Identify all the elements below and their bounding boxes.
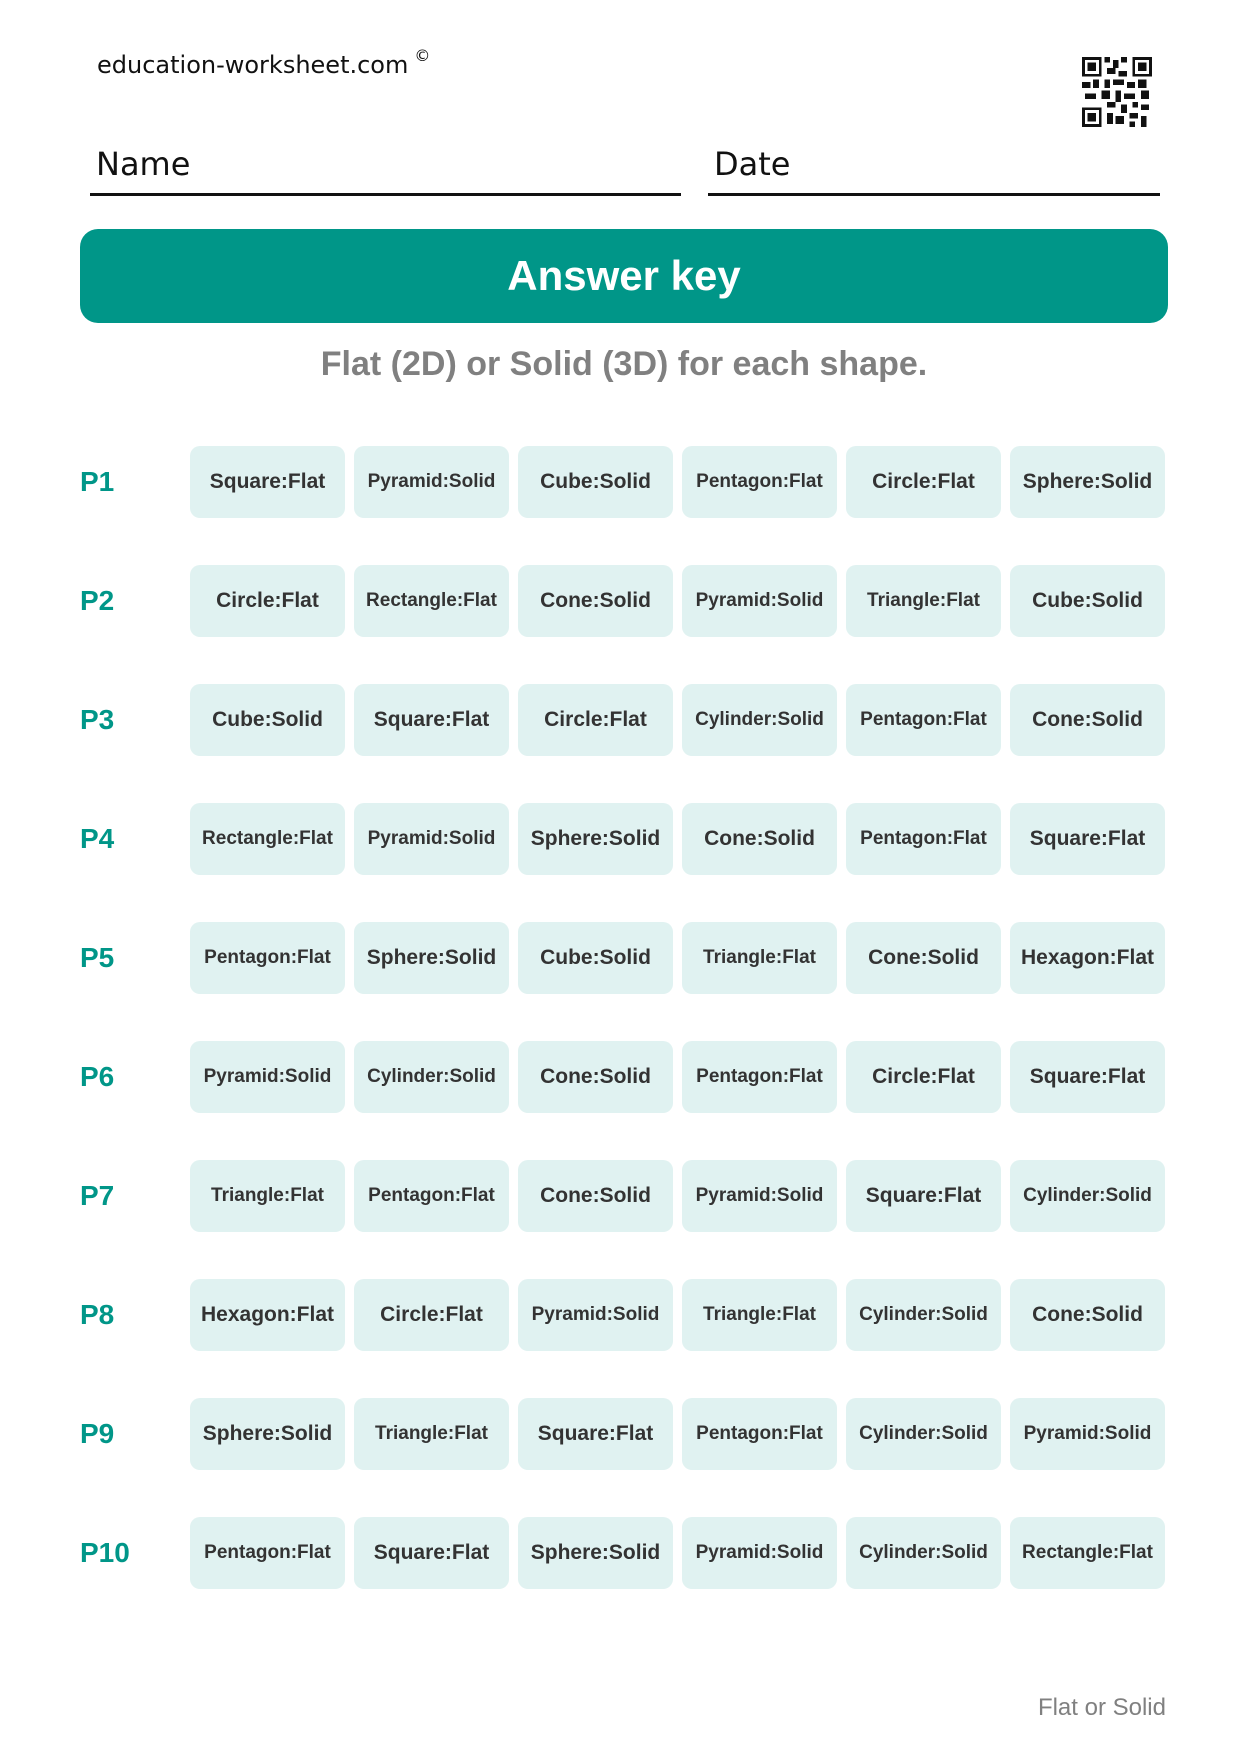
problem-label: P1 <box>80 466 115 497</box>
answer-cell: Pentagon:Flat <box>682 446 837 518</box>
answer-cell: Circle:Flat <box>190 565 345 637</box>
answer-cell: Cube:Solid <box>518 922 673 994</box>
problem-label: P8 <box>80 1299 115 1330</box>
answer-cell: Square:Flat <box>1010 1041 1165 1113</box>
instructions: Flat (2D) or Solid (3D) for each shape. <box>320 345 928 383</box>
answer-cell: Triangle:Flat <box>354 1398 509 1470</box>
problem-row <box>0 1160 1240 1232</box>
answer-cell: Cone:Solid <box>518 1160 673 1232</box>
answer-cell: Cube:Solid <box>1010 565 1165 637</box>
problem-row <box>0 922 1240 994</box>
problem-label: P5 <box>80 942 115 973</box>
answer-cell: Pyramid:Solid <box>682 1517 837 1589</box>
answer-cell: Cone:Solid <box>518 565 673 637</box>
problem-row <box>0 803 1240 875</box>
date-field[interactable]: Date <box>708 140 1160 196</box>
answer-cell: Rectangle:Flat <box>190 803 345 875</box>
problem-row <box>0 1041 1240 1113</box>
problem-row <box>0 565 1240 637</box>
problem-row <box>0 446 1240 518</box>
answer-cell: Pentagon:Flat <box>190 1517 345 1589</box>
answer-cell: Cone:Solid <box>1010 684 1165 756</box>
site-url: education-worksheet.com <box>97 51 409 79</box>
answer-cell: Pentagon:Flat <box>354 1160 509 1232</box>
answer-cell: Cylinder:Solid <box>682 684 837 756</box>
answer-cell: Pentagon:Flat <box>190 922 345 994</box>
answer-cell: Triangle:Flat <box>682 922 837 994</box>
answer-cell: Sphere:Solid <box>190 1398 345 1470</box>
answer-cell: Triangle:Flat <box>846 565 1001 637</box>
answer-cell: Pyramid:Solid <box>682 565 837 637</box>
problem-label: P4 <box>80 823 115 854</box>
answer-cell: Triangle:Flat <box>190 1160 345 1232</box>
answer-cell: Pyramid:Solid <box>354 446 509 518</box>
problem-label: P2 <box>80 585 115 616</box>
answer-cell: Pyramid:Solid <box>682 1160 837 1232</box>
problem-row <box>0 1398 1240 1470</box>
answer-cell: Square:Flat <box>354 684 509 756</box>
answer-cell: Circle:Flat <box>846 446 1001 518</box>
answer-cell: Square:Flat <box>846 1160 1001 1232</box>
answer-cell: Cone:Solid <box>1010 1279 1165 1351</box>
answer-cell: Cone:Solid <box>518 1041 673 1113</box>
answer-key-banner: Answer key <box>80 229 1168 323</box>
answer-cell: Cylinder:Solid <box>846 1517 1001 1589</box>
answer-cell: Square:Flat <box>1010 803 1165 875</box>
answer-cell: Square:Flat <box>518 1398 673 1470</box>
answer-cell: Pentagon:Flat <box>846 684 1001 756</box>
answer-cell: Sphere:Solid <box>354 922 509 994</box>
answer-cell: Hexagon:Flat <box>1010 922 1165 994</box>
answer-cell: Cylinder:Solid <box>1010 1160 1165 1232</box>
footer-title: Flat or Solid <box>1037 1694 1166 1721</box>
answer-cell: Rectangle:Flat <box>1010 1517 1165 1589</box>
problem-label: P6 <box>80 1061 115 1092</box>
answer-cell: Triangle:Flat <box>682 1279 837 1351</box>
answer-cell: Pyramid:Solid <box>190 1041 345 1113</box>
answer-cell: Circle:Flat <box>846 1041 1001 1113</box>
answer-cell: Cylinder:Solid <box>354 1041 509 1113</box>
answer-cell: Cube:Solid <box>190 684 345 756</box>
name-field[interactable]: Name <box>90 140 681 196</box>
answer-cell: Sphere:Solid <box>518 1517 673 1589</box>
problem-label: P9 <box>80 1418 115 1449</box>
problem-row <box>0 684 1240 756</box>
answer-cell: Pyramid:Solid <box>518 1279 673 1351</box>
answer-cell: Hexagon:Flat <box>190 1279 345 1351</box>
answer-cell: Rectangle:Flat <box>354 565 509 637</box>
answer-cell: Circle:Flat <box>354 1279 509 1351</box>
answer-cell: Cube:Solid <box>518 446 673 518</box>
answer-cell: Pentagon:Flat <box>682 1398 837 1470</box>
answer-cell: Cylinder:Solid <box>846 1279 1001 1351</box>
answer-cell: Pyramid:Solid <box>354 803 509 875</box>
answer-cell: Pyramid:Solid <box>1010 1398 1165 1470</box>
problem-label: P7 <box>80 1180 115 1211</box>
problem-label: P10 <box>80 1537 130 1568</box>
answer-cell: Cone:Solid <box>846 922 1001 994</box>
problem-label: P3 <box>80 704 115 735</box>
answer-cell: Pentagon:Flat <box>682 1041 837 1113</box>
problem-row <box>0 1517 1240 1589</box>
answer-cell: Square:Flat <box>354 1517 509 1589</box>
problem-row <box>0 1279 1240 1351</box>
answer-cell: Cone:Solid <box>682 803 837 875</box>
copyright-mark: © <box>414 46 431 65</box>
answer-cell: Cylinder:Solid <box>846 1398 1001 1470</box>
answer-cell: Circle:Flat <box>518 684 673 756</box>
answer-cell: Pentagon:Flat <box>846 803 1001 875</box>
answer-cell: Sphere:Solid <box>1010 446 1165 518</box>
answer-cell: Square:Flat <box>190 446 345 518</box>
answer-cell: Sphere:Solid <box>518 803 673 875</box>
